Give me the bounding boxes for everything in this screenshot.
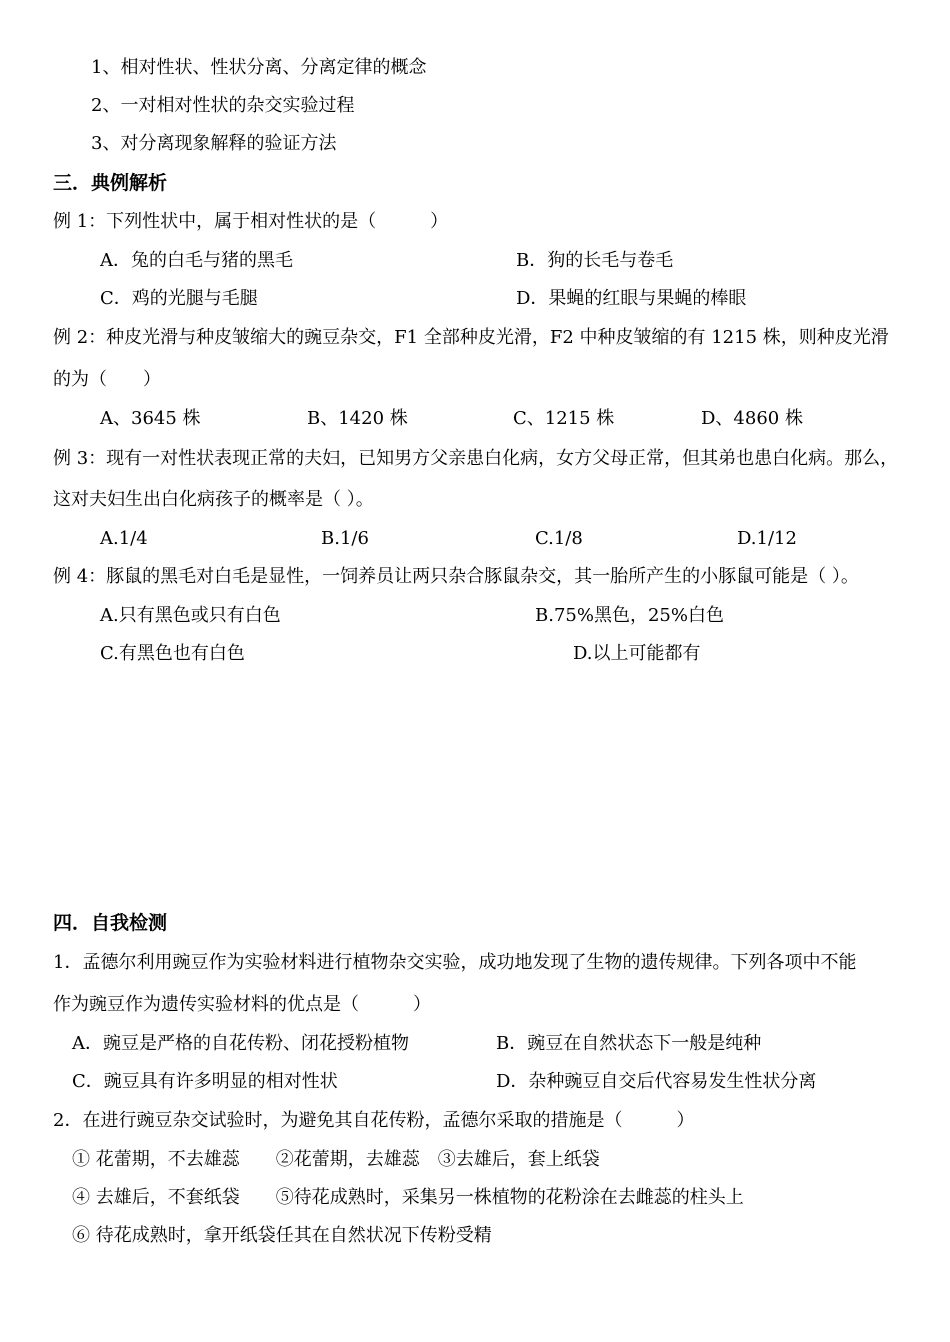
question1-stem-line1: 1．孟德尔利用豌豆作为实验材料进行植物杂交实验，成功地发现了生物的遗传规律。下列各项中不能 [53,952,857,973]
question2-measures-line1: ① 花蕾期，不去雄蕊 ②花蕾期，去雄蕊 ③去雄后，套上纸袋 [72,1149,600,1170]
example1-option-a: A．兔的白毛与猪的黑毛 [100,250,293,271]
example2-stem-line1: 例 2：种皮光滑与种皮皱缩大的豌豆杂交，F1 全部种皮光滑，F2 中种皮皱缩的有 1215 株，则种皮光滑 [53,327,889,348]
question1-option-d: D．杂种豌豆自交后代容易发生性状分离 [496,1071,817,1092]
question1-option-a: A．豌豆是严格的自花传粉、闭花授粉植物 [72,1033,409,1054]
question2-stem: 2．在进行豌豆杂交试验时，为避免其自花传粉，孟德尔采取的措施是（ ） [53,1110,695,1131]
example2-option-b: B、1420 株 [307,408,408,429]
outline-item-1: 1、相对性状、性状分离、分离定律的概念 [91,57,427,78]
example2-option-d: D、4860 株 [701,408,803,429]
example3-stem-line2: 这对夫妇生出白化病孩子的概率是（ ）。 [53,489,374,510]
example4-option-d: D.以上可能都有 [573,643,701,664]
question1-option-c: C．豌豆具有许多明显的相对性状 [72,1071,338,1092]
example1-option-c: C．鸡的光腿与毛腿 [100,288,258,309]
example3-option-d: D.1/12 [737,528,797,549]
example2-option-a: A、3645 株 [100,408,201,429]
question2-measures-line2: ④ 去雄后，不套纸袋 ⑤待花成熟时，采集另一株植物的花粉涂在去雌蕊的柱头上 [72,1187,744,1208]
question2-measures-line3: ⑥ 待花成熟时，拿开纸袋任其在自然状况下传粉受精 [72,1225,492,1246]
example2-stem-line2: 的为（ ） [53,369,161,390]
example4-option-b: B.75%黑色，25%白色 [535,605,724,626]
example1-option-b: B．狗的长毛与卷毛 [516,250,674,271]
example3-option-a: A.1/4 [100,528,148,549]
example1-stem: 例 1：下列性状中，属于相对性状的是（ ） [53,211,449,232]
outline-item-2: 2、一对相对性状的杂交实验过程 [91,95,355,116]
example3-stem-line1: 例 3：现有一对性状表现正常的夫妇，已知男方父亲患白化病，女方父母正常，但其弟也患白化病。那么， [53,448,899,469]
example4-option-c: C.有黑色也有白色 [100,643,245,664]
example3-option-b: B.1/6 [321,528,369,549]
example4-stem: 例 4：豚鼠的黑毛对白毛是显性，一饲养员让两只杂合豚鼠杂交，其一胎所产生的小豚鼠可能是（ ）。 [53,566,859,587]
question1-stem-line2: 作为豌豆作为遗传实验材料的优点是（ ） [53,994,431,1015]
example3-option-c: C.1/8 [535,528,583,549]
section3-heading: 三．典例解析 [53,172,168,194]
section4-heading: 四．自我检测 [53,912,168,934]
example4-option-a: A.只有黑色或只有白色 [100,605,281,626]
example1-option-d: D．果蝇的红眼与果蝇的棒眼 [516,288,747,309]
example2-option-c: C、1215 株 [513,408,615,429]
outline-item-3: 3、对分离现象解释的验证方法 [91,133,337,154]
question1-option-b: B．豌豆在自然状态下一般是纯种 [496,1033,762,1054]
